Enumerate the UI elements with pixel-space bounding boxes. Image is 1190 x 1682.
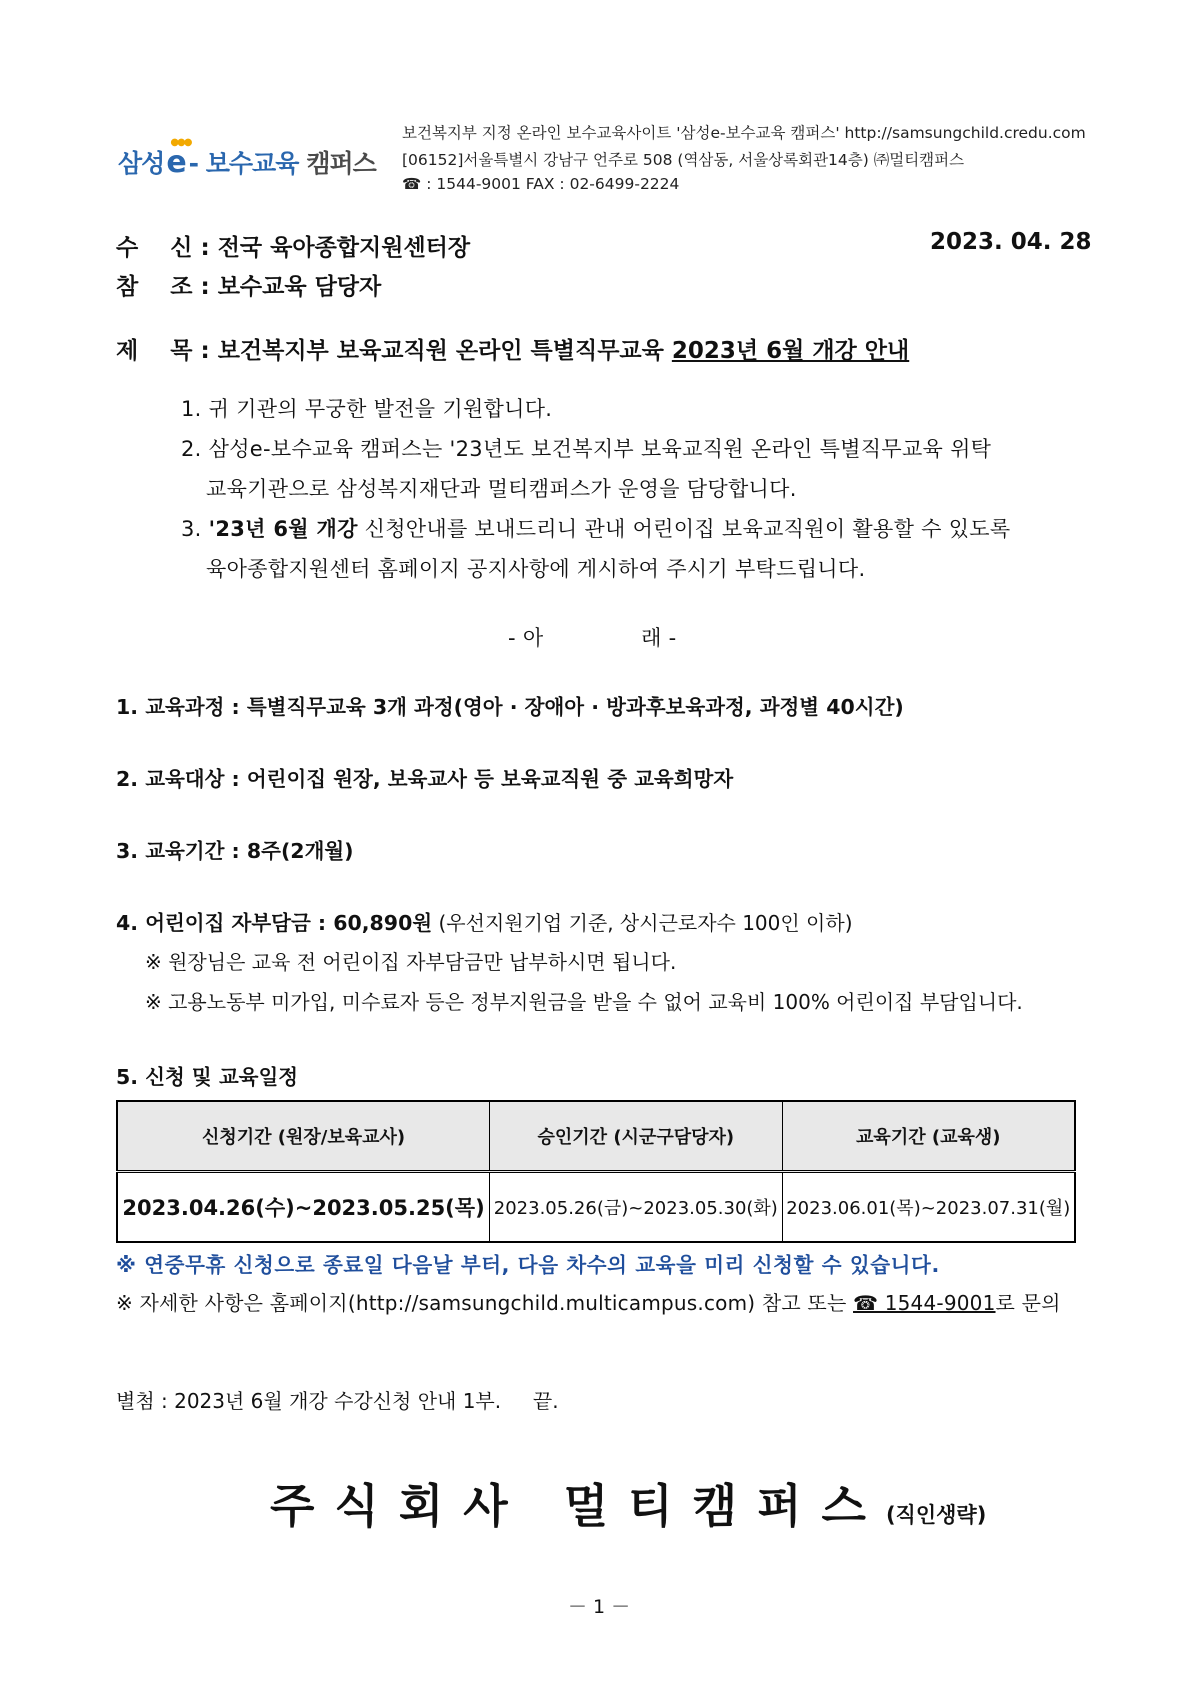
- logo-e-mark: ●●● e: [166, 136, 191, 180]
- subject-label: 제 목 :: [116, 338, 210, 364]
- subject-line: [116, 332, 909, 365]
- reference-value: 보수교육 담당자: [217, 274, 382, 300]
- company-name: 주식회사 멀티캠퍼스: [270, 1479, 886, 1533]
- logo-text-bosu: - 보수교육: [188, 149, 299, 178]
- subject-underlined: 2023년 6월 개강 안내: [671, 338, 910, 364]
- company-logo: [118, 136, 376, 184]
- logo-text-campus: 캠퍼스: [306, 149, 376, 178]
- section-4-note-1: ※ 원장님은 교육 전 어린이집 자부담금만 납부하시면 됩니다.: [145, 950, 677, 974]
- schedule-table: [116, 1100, 1076, 1243]
- header-education-period: 교육기간 (교육생): [782, 1101, 1075, 1172]
- recipient-value: 전국 육아종합지원센터장: [217, 235, 471, 261]
- cell-application-period: 2023.04.26(수)~2023.05.25(목): [117, 1172, 490, 1243]
- recipient-label: 수 신 :: [116, 235, 210, 261]
- cell-approval-period: 2023.05.26(금)~2023.05.30(화): [490, 1172, 782, 1243]
- section-4-fee-bold: 4. 어린이집 자부담금 : 60,890원: [116, 911, 433, 935]
- section-3-period: 3. 교육기간 : 8주(2개월): [116, 839, 354, 863]
- reference-line: [116, 268, 381, 301]
- paragraph-3-line1: 3. '23년 6월 개강 신청안내를 보내드리니 관내 어린이집 보육교직원이 활용할 수 있도록: [181, 517, 1011, 541]
- header-approval-period: 승인기간 (시군구담당자): [490, 1101, 782, 1172]
- table-row: [117, 1172, 1075, 1243]
- paragraph-3-line2: 육아종합지원센터 홈페이지 공지사항에 게시하여 주시기 부탁드립니다.: [206, 557, 866, 581]
- section-5-schedule: 5. 신청 및 교육일정: [116, 1065, 299, 1089]
- document-date: 2023. 04. 28: [930, 229, 1092, 255]
- phone-number: ☎ 1544-9001: [853, 1291, 996, 1315]
- paragraph-2-line2: 교육기관으로 삼성복지재단과 멀티캠퍼스가 운영을 담당합니다.: [206, 477, 797, 501]
- cell-education-period: 2023.06.01(목)~2023.07.31(월): [782, 1172, 1075, 1243]
- logo-dots-icon: ●●●: [170, 136, 191, 148]
- section-1-course: 1. 교육과정 : 특별직무교육 3개 과정(영아 · 장애아 · 방과후보육과정, 과정별 40시간): [116, 695, 904, 719]
- seal-omitted-note: (직인생략): [885, 1503, 987, 1527]
- attachment-line: 별첨 : 2023년 6월 개강 수강신청 안내 1부. 끝.: [116, 1389, 559, 1413]
- below-marker: - 아 래 -: [508, 626, 677, 650]
- section-4-note-2: ※ 고용노동부 미가입, 미수료자 등은 정부지원금을 받을 수 없어 교육비 100% 어린이집 부담입니다.: [145, 990, 1023, 1014]
- header-line-site: 보건복지부 지정 온라인 보수교육사이트 '삼성e-보수교육 캠퍼스' http://samsungchild.credu.com: [402, 124, 1086, 142]
- recipient-line: [116, 229, 470, 262]
- table-header-row: [117, 1101, 1075, 1172]
- company-name-line: [270, 1470, 986, 1536]
- paragraph-3-bold: '23년 6월 개강: [208, 517, 358, 541]
- page-number: － 1 －: [568, 1596, 631, 1618]
- section-2-target: 2. 교육대상 : 어린이집 원장, 보육교사 등 보육교직원 중 교육희망자: [116, 767, 734, 791]
- note-homepage: ※ 자세한 사항은 홈페이지(http://samsungchild.multicampus.com) 참고 또는 ☎ 1544-9001로 문의: [116, 1291, 1061, 1315]
- reference-label: 참 조 :: [116, 274, 210, 300]
- subject-value: 보건복지부 보육교직원 온라인 특별직무교육: [217, 338, 672, 364]
- header-line-contact: ☎ : 1544-9001 FAX : 02-6499-2224: [402, 175, 680, 193]
- section-4-fee-detail: (우선지원기업 기준, 상시근로자수 100인 이하): [432, 911, 853, 935]
- paragraph-1: 1. 귀 기관의 무궁한 발전을 기원합니다.: [181, 397, 553, 421]
- note-year-round: ※ 연중무휴 신청으로 종료일 다음날 부터, 다음 차수의 교육을 미리 신청할 수 있습니다.: [116, 1253, 940, 1277]
- header-application-period: 신청기간 (원장/보육교사): [117, 1101, 490, 1172]
- paragraph-2-line1: 2. 삼성e-보수교육 캠퍼스는 '23년도 보건복지부 보육교직원 온라인 특별직무교육 위탁: [181, 437, 992, 461]
- logo-text-samsung: 삼성: [118, 149, 165, 178]
- header-line-address: [06152]서울특별시 강남구 언주로 508 (역삼동, 서울상록회관14층) ㈜멀티캠퍼스: [402, 151, 965, 169]
- section-4-fee: [116, 906, 853, 936]
